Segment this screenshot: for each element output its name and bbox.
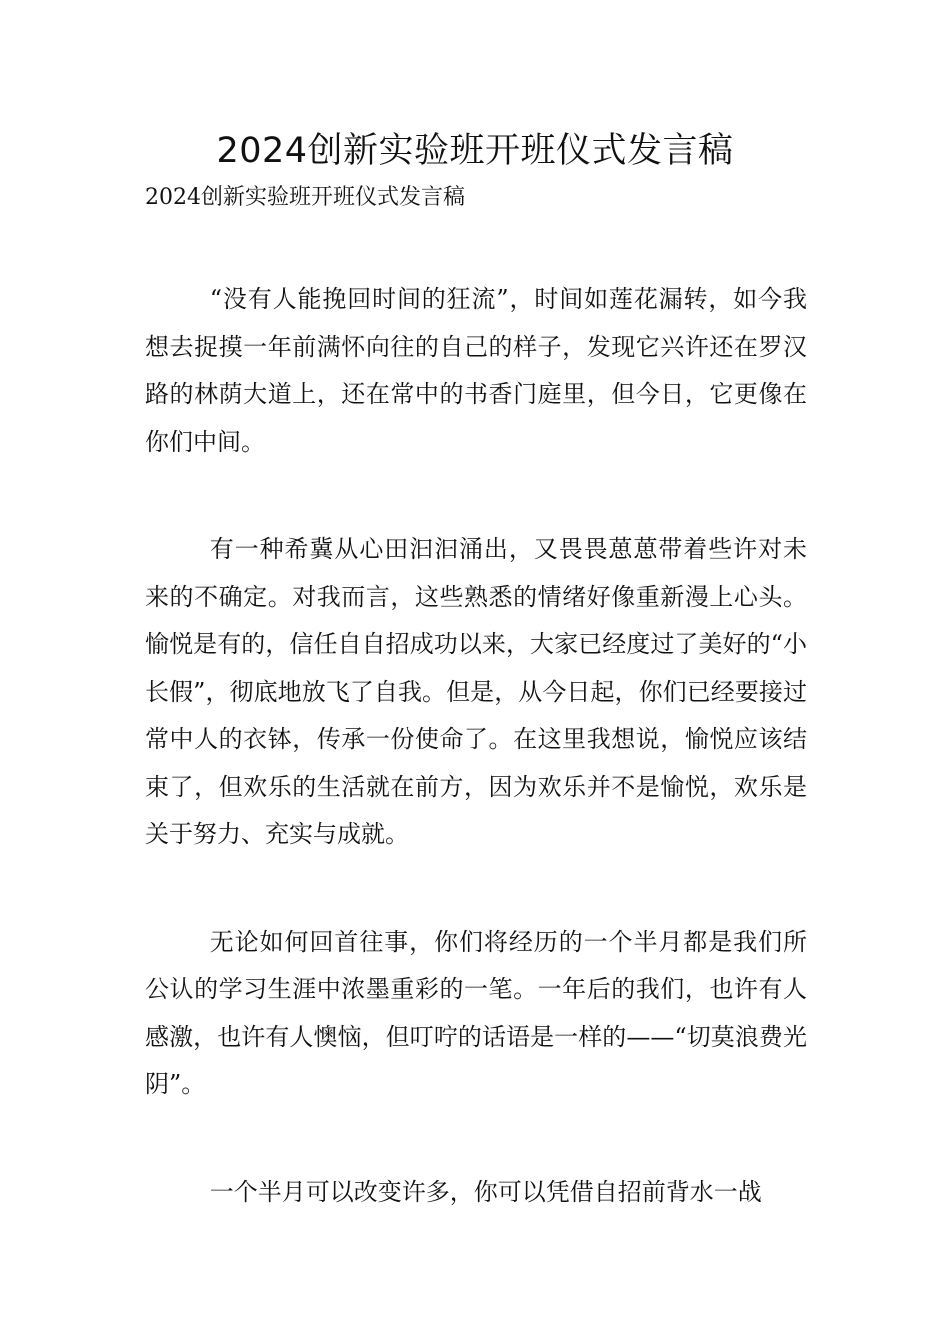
paragraph-4: 一个半月可以改变许多，你可以凭借自招前背水一战 [209, 1177, 762, 1206]
paragraph-1: “没有人能挽回时间的狂流”，时间如莲花漏转，如今我想去捉摸一年前满怀向往的自己的样子，发现它兴许还在罗汉路的林荫大道上，还在常中的书香门庭里，但今日，它更像在你们中间。 [145, 285, 807, 456]
paragraph-3: 无论如何回首往事，你们将经历的一个半月都是我们所公认的学习生涯中浓墨重彩的一笔。一年后的我们，也许有人感激，也许有人懊恼，但叮咛的话语是一样的——“切莫浪费光阴”。 [145, 927, 807, 1098]
document-subtitle: 2024创新实验班开班仪式发言稿 [145, 185, 465, 210]
document-title: 2024创新实验班开班仪式发言稿 [216, 131, 734, 171]
paragraph-2: 有一种希冀从心田汩汩涌出，又畏畏葸葸带着些许对未来的不确定。对我而言，这些熟悉的情绪好像重新漫上心头。愉悦是有的，信任自自招成功以来，大家已经度过了美好的“小长假”，彻底地放飞了自我。但是，从今日起，你们已经要接过常中人的衣钵，传承一份使命了。在这里我想说，愉悦应该结束了，但欢乐的生活就在前方，因为欢乐并不是愉悦，欢乐是关于努力、充实与成就。 [145, 535, 807, 848]
document-body [145, 276, 807, 1276]
